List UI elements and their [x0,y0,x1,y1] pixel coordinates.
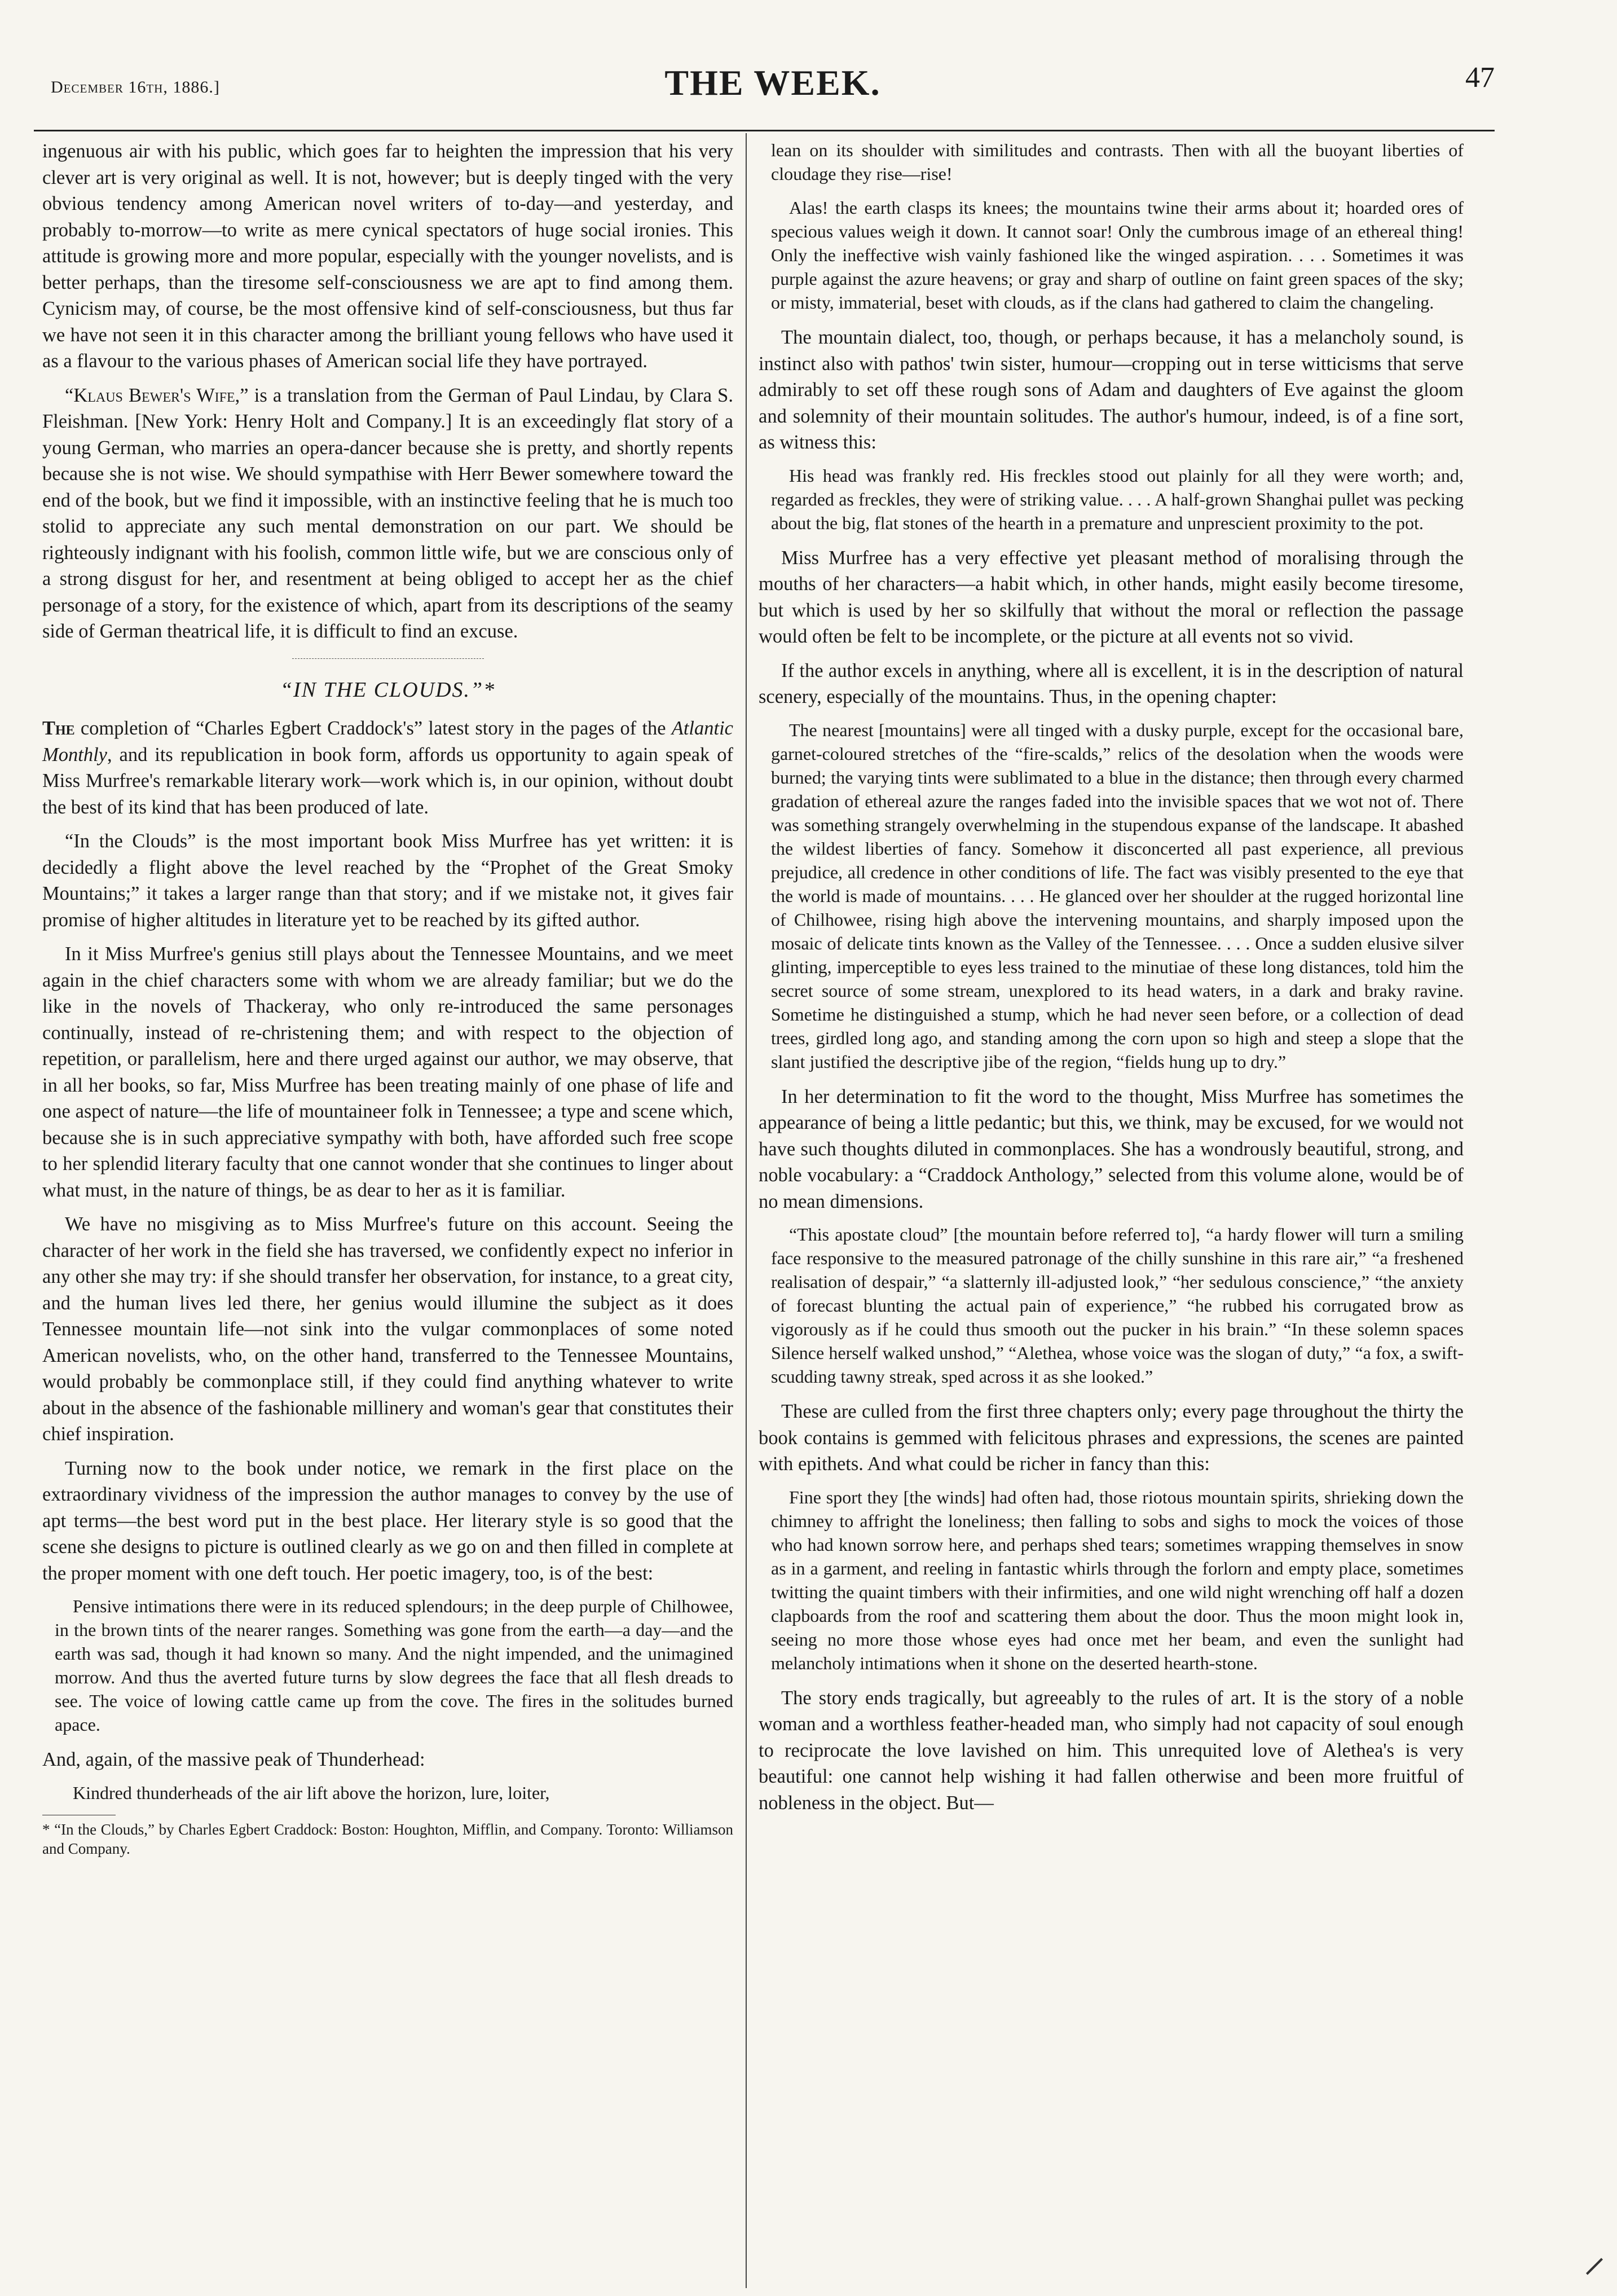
footnote: * “In the Clouds,” by Charles Egbert Craddock: Boston: Houghton, Mifflin, and Company. Toronto: Williamson and Company. [42,1820,733,1857]
paragraph-text: , and its republication in book form, affords us opportunity to again speak of Miss Murfree's remarkable literary work—work which is, in our opinion, without doubt the best of its kind that has been produced of late. [42,744,733,818]
book-title: “Klaus Bewer's Wife,” [65,384,249,406]
block-quote: Pensive intimations there were in its reduced splendours; in the deep purple of Chilhowee, in the brown tints of the nearer ranges. Something was gone from the earth—a day—and the earth was sad, though it had known so many. And the night impended, and the unimagined morrow. And thus the averted future turns by slow degrees the face that all flesh dreads to see. The voice of lowing cattle came up from the cove. The fires in the solitudes burned apace. [55,1596,733,1735]
paragraph: These are culled from the first three chapters only; every page throughout the thirty the book contains is gemmed with felicitous phrases and expressions, the scenes are painted with epithets. And what could be richer in fancy than this: [759,1401,1464,1475]
paragraph: “In the Clouds” is the most important book Miss Murfree has yet written: it is decidedly a flight above the level reached by the “Prophet of the Great Smoky Mountains;” it takes a larger range than that story; and if we mistake not, it gives fair promise of higher altitudes in literature yet to be reached by its gifted author. [42,830,733,931]
block-quote: Alas! the earth clasps its knees; the mountains twine their arms about it; hoarded ores of specious values weigh it down. It cannot soar! Only the cumbrous image of an ethereal thing! Only the ineffective wish vainly fashioned like the winged aspiration. . . . Sometimes it was purple against the azure heavens; or gray and sharp of outline on faint green spaces of the sky; or misty, immaterial, beset with clouds, as if the clans had gathered to claim the changeling. [771,197,1464,313]
block-quote: “This apostate cloud” [the mountain before referred to], “a hardy flower will turn a smiling face responsive to the measured patronage of the chilly sunshine in this rare air,” “a freshened realisation of despair,” “a slatternly ill-adjusted look,” “her sedulous conscience,” “the anxiety of forecast blunting the actual pain of experience,” “he rubbed his corrugated brow as vigorously as if he could thus smooth out the pucker in his brain.” “In these solemn spaces Silence herself walked unshod,” “Alethea, whose voice was the slogan of duty,” “a fox, a swift-scudding tawny streak, sped across it as she looked.” [771,1224,1464,1387]
paragraph-text: completion of “Charles Egbert Craddock's” latest story in the pages of the [74,718,672,739]
paragraph: In it Miss Murfree's genius still plays about the Tennessee Mountains, and we meet again in the chief characters some with whom we are already familiar; but we do the like in the novels of Thackeray, who only re-introduced the same personages continually, instead of re-christening them; and with respect to the objection of repetition, or parallelism, here and there urged against our author, we may observe, that in all her books, so far, Miss Murfree has been treating mainly of one phase of life and one aspect of nature—the life of mountaineer folk in Tennessee; a type and scene which, because she is in such appreciative sympathy with both, have afforded such free scope to her splendid literary faculty that one cannot wonder that she continues to linger about what must, in the nature of things, be as dear to her as it is familiar. [42,943,733,1201]
paragraph [42,715,733,820]
section-divider [292,658,484,659]
lead-word: The [42,718,75,739]
paragraph: The mountain dialect, too, though, or perhaps because, it has a melancholy sound, is instinct also with pathos' twin sister, humour—cropping out in terse witticisms that serve admirably to set off these rough sons of Adam and daughters of Eve against the gloom and solemnity of their mountain solitudes. The author's humour, indeed, is of a fine sort, as witness this: [759,327,1464,453]
section-title: “IN THE CLOUDS.”* [280,678,496,702]
block-quote: Kindred thunderheads of the air lift above the horizon, lure, loiter, [73,1782,550,1803]
issue-date: December 16th, 1886.] [51,78,220,96]
paragraph-text: is a translation from the German of Paul Lindau, by Clara S. Fleishman. [New York: Henry Holt and Company.] It is an exceedingly flat story of a young German, who marries an opera-dancer because she is pretty, and shortly repents because she is not wise. We should sympathise with Herr Bewer somewhere toward the end of the book, but we find it impossible, with an instinctive feeling that he is much too stolid to appreciate any such mental demonstration on our part. We should be righteously indignant with his foolish, common little wife, but we are conscious only of a strong disgust for her, and resentment at being obliged to accept her as the chief personage of a story, for the existence of which, apart from its descriptions of the seamy side of German theatrical life, it is difficult to find an excuse. [42,384,733,642]
masthead-title: THE WEEK. [664,63,881,103]
paragraph: We have no misgiving as to Miss Murfree's future on this account. Seeing the character of her work in the field she has traversed, we confidently expect no inferior in any other she may try: if she should transfer her observation, for instance, to a great city, and the human lives led there, her genius would illumine the subject as it does Tennessee mountain life—not sink into the vulgar commonplaces of some noted American novelists, who, on the other hand, transferred to the Tennessee Mountains, would probably be commonplace still, if they could find anything whatever to write about in the absence of the fashionable millinery and woman's gear that constitutes their chief inspiration. [42,1213,733,1445]
page-header [51,56,1495,107]
paragraph: Turning now to the book under notice, we remark in the first place on the extraordinary vividness of the impression the author manages to convey by the use of apt terms—the best word put in the best place. Her literary style is so good that the scene she designs to picture is outlined clearly as we go on and then filled in complete at the proper moment with one deft touch. Her poetic imagery, too, is of the best: [42,1457,733,1584]
paragraph: Miss Murfree has a very effective yet pleasant method of moralising through the mouths of her characters—a habit which, in other hands, might easily become tiresome, but which is used by her so skilfully that without the moral or reflection the passage would often be felt to be incomplete, or the picture at all events not so vivid. [759,547,1464,647]
page-number: 47 [1465,61,1495,94]
paragraph: ingenuous air with his public, which goes far to heighten the impression that his very clever art is very original as well. It is not, however; but is deeply tinged with the very obvious tendency among American novel writers of to-day—and yesterday, and probably to-morrow—to write as mere cynical spectators of huge social ironies. This attitude is growing more and more popular, especially with the younger novelists, and is better perhaps, than the tiresome self-consciousness we are apt to find among them. Cynicism may, of course, be the most offensive kind of self-consciousness, but thus far we have not seen it in this character among the brilliant young fellows who have used it as a flavour to the various phases of American social life they have portrayed. [42,140,733,372]
page-corner-mark: ⸝ [1583,2232,1606,2281]
block-quote: lean on its shoulder with similitudes and contrasts. Then with all the buoyant liberties of cloudage they rise—rise! [771,140,1464,184]
paragraph [42,382,733,645]
left-column [42,138,733,1858]
header-rule [34,130,1495,131]
right-column [759,138,1464,1824]
column-rule [746,133,747,2288]
block-quote: The nearest [mountains] were all tinged with a dusky purple, except for the occasional bare, garnet-coloured stretches of the “fire-scalds,” relics of the desolation when the woods were burned; the varying tints were sublimated to a blue in the distance; then through every charmed gradation of ethereal azure the ranges faded into the invisible spaces that we wot not of. There was something strangely overwhelming in the stupendous expanse of the landscape. It abashed the wildest liberties of fancy. Somehow it disconcerted all past experience, all previous prejudice, all credence in other conditions of life. The fact was visibly presented to the eye that the world is made of mountains. . . . He glanced over her shoulder at the rugged horizontal line of Chilhowee, rising high above the intervening mountains, and sharply imposed upon the mosaic of delicate tints known as the Valley of the Tennessee. . . . Once a sudden elusive silver glinting, imperceptible to eyes less trained to the minutiae of these long distances, told him the secret source of some stream, unexplored to its head waters, in a dark and braky ravine. Sometime he distinguished a stump, which he had never seen before, or a collection of dead trees, girdled long ago, and standing among the corn upon so high and steep a slope that the slant justified the descriptive jibe of the region, “fields hung up to dry.” [771,719,1464,1072]
magazine-title: Atlantic Monthly [42,718,733,766]
paragraph: The story ends tragically, but agreeably to the rules of art. It is the story of a noble woman and a worthless feather-headed man, who simply had not capacity of soul enough to reciprocate the love lavished on him. This unrequited love of Alethea's is very beautiful: one cannot help wishing it had fallen otherwise and been more fruitful of nobleness in the object. But— [759,1687,1464,1814]
block-quote: Fine sport they [the winds] had often had, those riotous mountain spirits, shrieking down the chimney to affright the loneliness; then falling to sobs and sighs to mock the voices of those who had known sorrow here, and perhaps shed tears; sometimes wrapping themselves in snow as in a garment, and reeling in fantastic whirls through the forlorn and empty place, sometimes twitting the quaint timbers with their infirmities, and one wild night wrenching off half a dozen clapboards from the roof and scattering them about the door. Thus the moon might look in, seeing no more those whose eyes had once met her beam, and even the sunlight had melancholy intimations when it shone on the deserted hearth-stone. [771,1486,1464,1673]
block-quote: His head was frankly red. His freckles stood out plainly for all they were worth; and, regarded as freckles, they were of striking value. . . . A half-grown Shanghai pullet was pecking about the big, flat stones of the hearth in a premature and unprescient proximity to the pot. [771,465,1464,533]
paragraph: And, again, of the massive peak of Thunderhead: [42,1749,425,1770]
paragraph: If the author excels in anything, where all is excellent, it is in the description of natural scenery, especially of the mountains. Thus, in the opening chapter: [759,659,1464,707]
paragraph: In her determination to fit the word to the thought, Miss Murfree has sometimes the appearance of being a little pedantic; but this, we think, may be excused, for we would not have such thoughts diluted in commonplaces. She has a wondrously beautiful, strong, and noble vocabulary: a “Craddock Anthology,” selected from this volume alone, would be of no mean dimensions. [759,1085,1464,1212]
